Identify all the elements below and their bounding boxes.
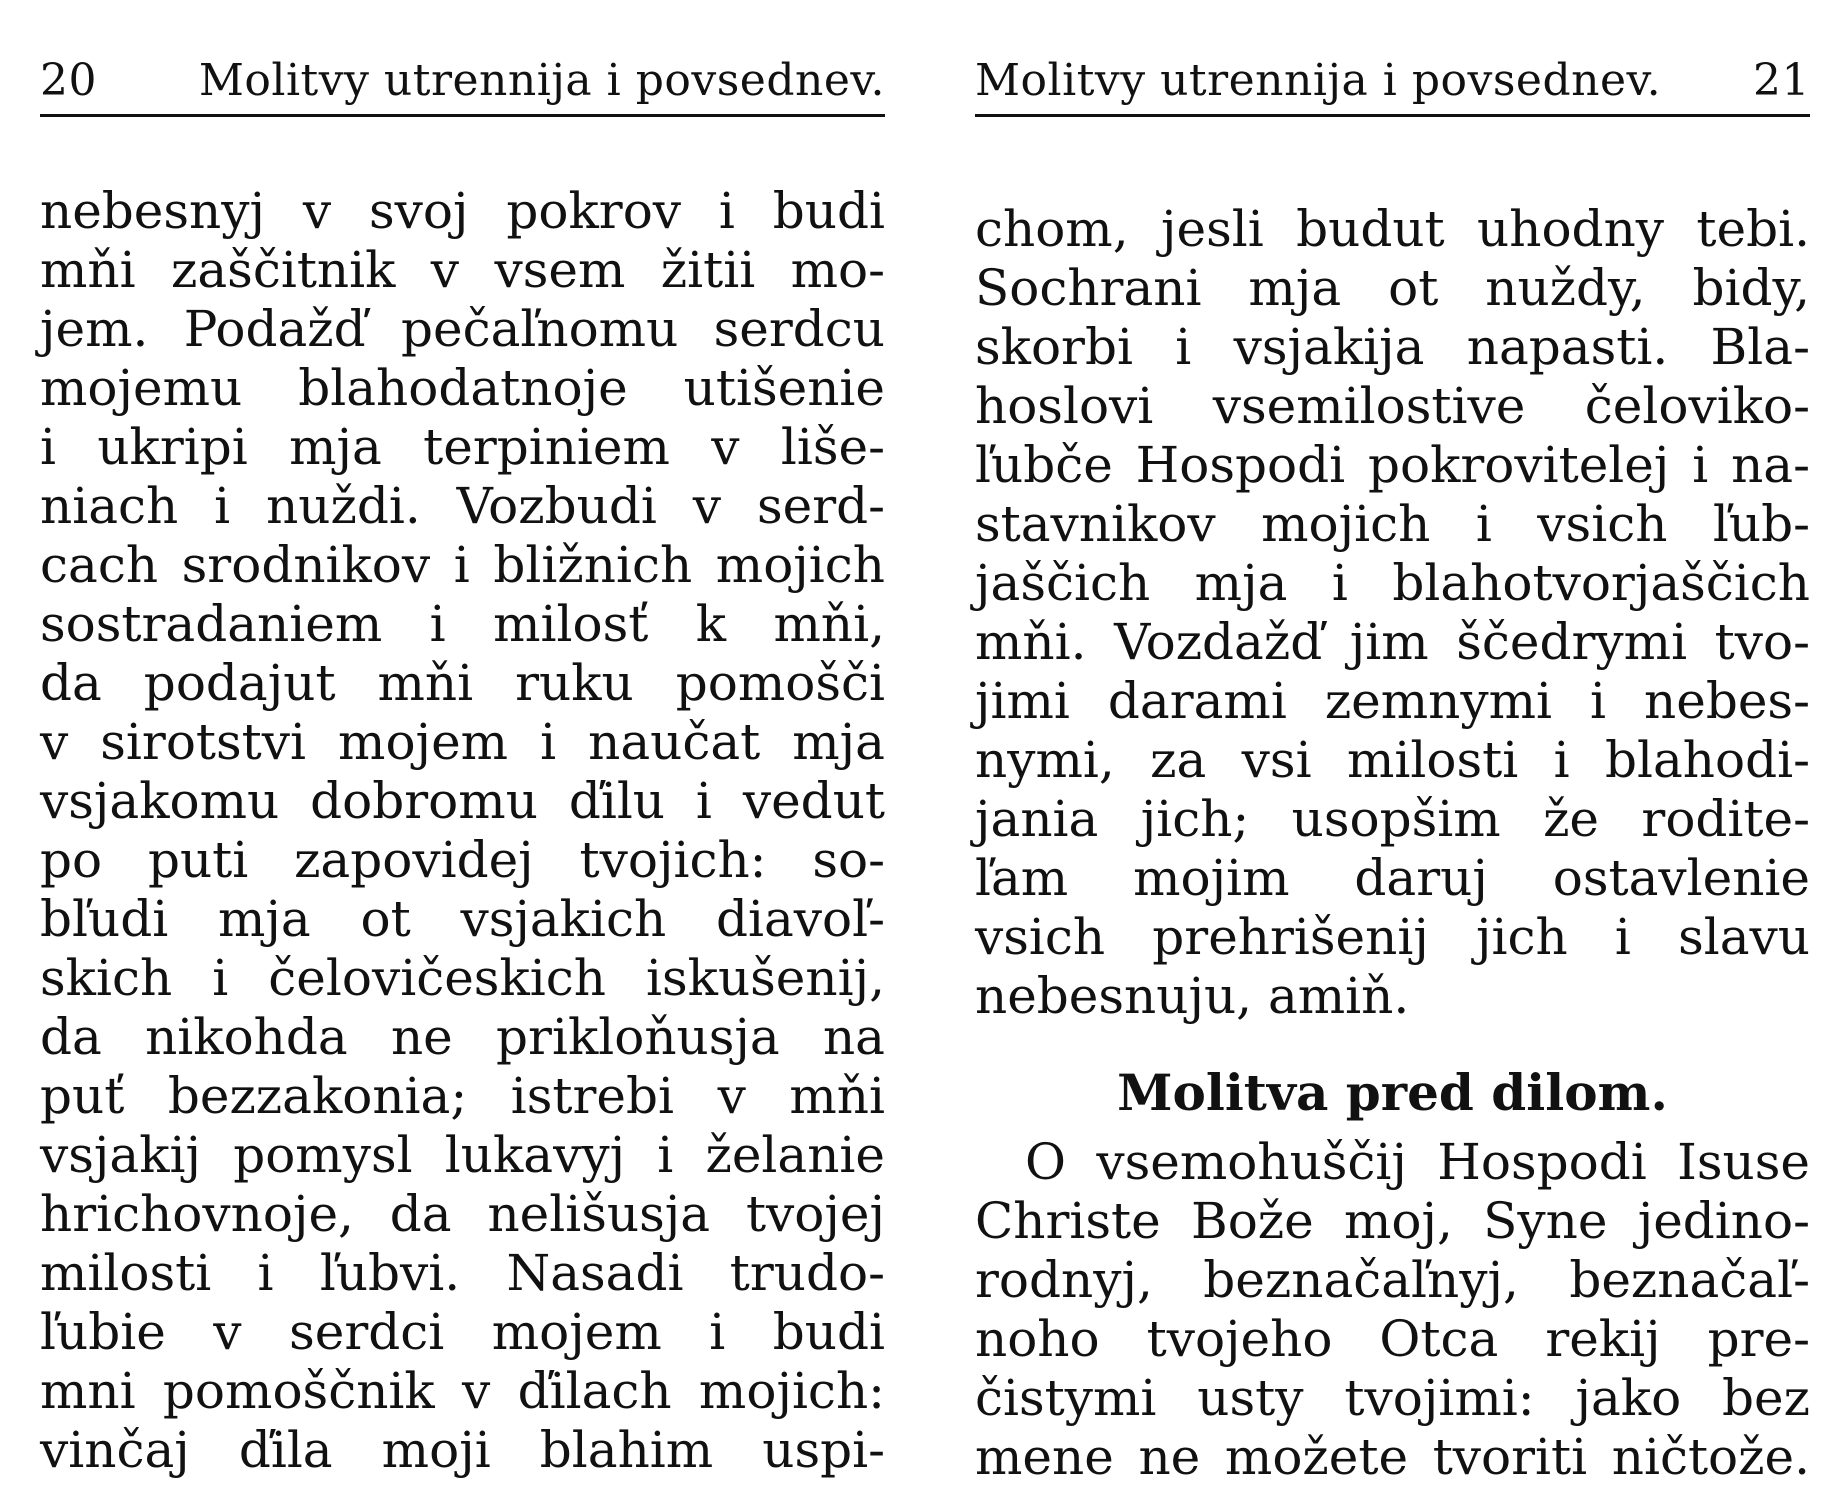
running-title-left: Molitvy utrennija i povsednev. [198, 55, 885, 106]
right-body-text [975, 200, 1810, 1487]
text-line: ľubie v serdci mojem i budi [40, 1303, 885, 1361]
text-line: nebesnuju, amiň. [975, 967, 1410, 1025]
text-line: vsich prehrišenij jich i slavu [975, 908, 1810, 966]
left-body-text [40, 182, 885, 1480]
text-line: v sirotstvi mojem i naučat mja [40, 713, 885, 771]
text-line: noho tvojeho Otca rekij pre- [975, 1310, 1810, 1368]
text-line: rodnyj, beznačaľnyj, beznačaľ- [975, 1251, 1810, 1309]
text-line: hoslovi vsemilostive čeloviko- [975, 377, 1810, 435]
text-line: ľubče Hospodi pokrovitelej i na- [975, 436, 1810, 494]
running-title-right: Molitvy utrennija i povsednev. [975, 55, 1662, 106]
text-line: Christe Bože moj, Syne jedino- [975, 1192, 1810, 1250]
text-line: po puti zapovidej tvojich: so- [40, 831, 885, 889]
text-line: sostradaniem i milosť k mňi, [40, 595, 885, 653]
text-line: vinčaj ďila moji blahim uspi- [40, 1421, 885, 1479]
section-heading: Molitva pred dilom. [1117, 1063, 1668, 1122]
left-running-head [40, 48, 885, 117]
text-line: čistymi usty tvojimi: jako bez [975, 1369, 1810, 1427]
text-line: stavnikov mojich i vsich ľub- [975, 495, 1810, 553]
right-running-head [975, 48, 1810, 117]
text-line: mni pomoščnik v ďilach mojich: [40, 1362, 885, 1420]
text-line: chom, jesli budut uhodny tebi. [975, 200, 1810, 258]
text-line: mňi zaščitnik v vsem žitii mo- [40, 241, 885, 299]
text-line: i ukripi mja terpiniem v liše- [40, 418, 885, 476]
text-line: nymi, za vsi milosti i blahodi- [975, 731, 1810, 789]
text-line: vsjakij pomysl lukavyj i želanie [40, 1126, 885, 1184]
text-line: vsjakomu dobromu ďilu i vedut [40, 772, 885, 830]
text-line: hrichovnoje, da nelišusja tvojej [40, 1185, 885, 1243]
text-line: da podajut mňi ruku pomošči [40, 654, 885, 712]
text-line: ľam mojim daruj ostavlenie [975, 849, 1810, 907]
text-line: niach i nuždi. Vozbudi v serd- [40, 477, 885, 535]
text-line: milosti i ľubvi. Nasadi trudo- [40, 1244, 885, 1302]
text-line: mňi. Vozdažď jim ščedrymi tvo- [975, 613, 1810, 671]
text-line: O vsemohuščij Hospodi Isuse [1025, 1133, 1810, 1191]
text-line: jem. Podažď pečaľnomu serdcu [40, 300, 885, 358]
text-line: da nikohda ne prikloňusja na [40, 1008, 885, 1066]
right-page [975, 0, 1810, 1500]
left-page [40, 0, 885, 1500]
text-line: nebesnyj v svoj pokrov i budi [40, 182, 885, 240]
text-line: puť bezzakonia; istrebi v mňi [40, 1067, 885, 1125]
text-line: skorbi i vsjakija napasti. Bla- [975, 318, 1810, 376]
text-line: cach srodnikov i bližnich mojich [40, 536, 885, 594]
page-number-left: 20 [40, 55, 97, 106]
text-line: jania jich; usopšim že rodite- [975, 790, 1810, 848]
text-line: mene ne možete tvoriti ničtože. [975, 1428, 1810, 1486]
text-line: Sochrani mja ot nuždy, bidy, [975, 259, 1810, 317]
text-line: jaščich mja i blahotvorjaščich [975, 554, 1810, 612]
text-line: mojemu blahodatnoje utišenie [40, 359, 885, 417]
text-line: bľudi mja ot vsjakich diavoľ- [40, 890, 885, 948]
text-line: skich i čelovičeskich iskušenij, [40, 949, 885, 1007]
page-number-right: 21 [1753, 55, 1810, 106]
text-line: jimi darami zemnymi i nebes- [975, 672, 1810, 730]
